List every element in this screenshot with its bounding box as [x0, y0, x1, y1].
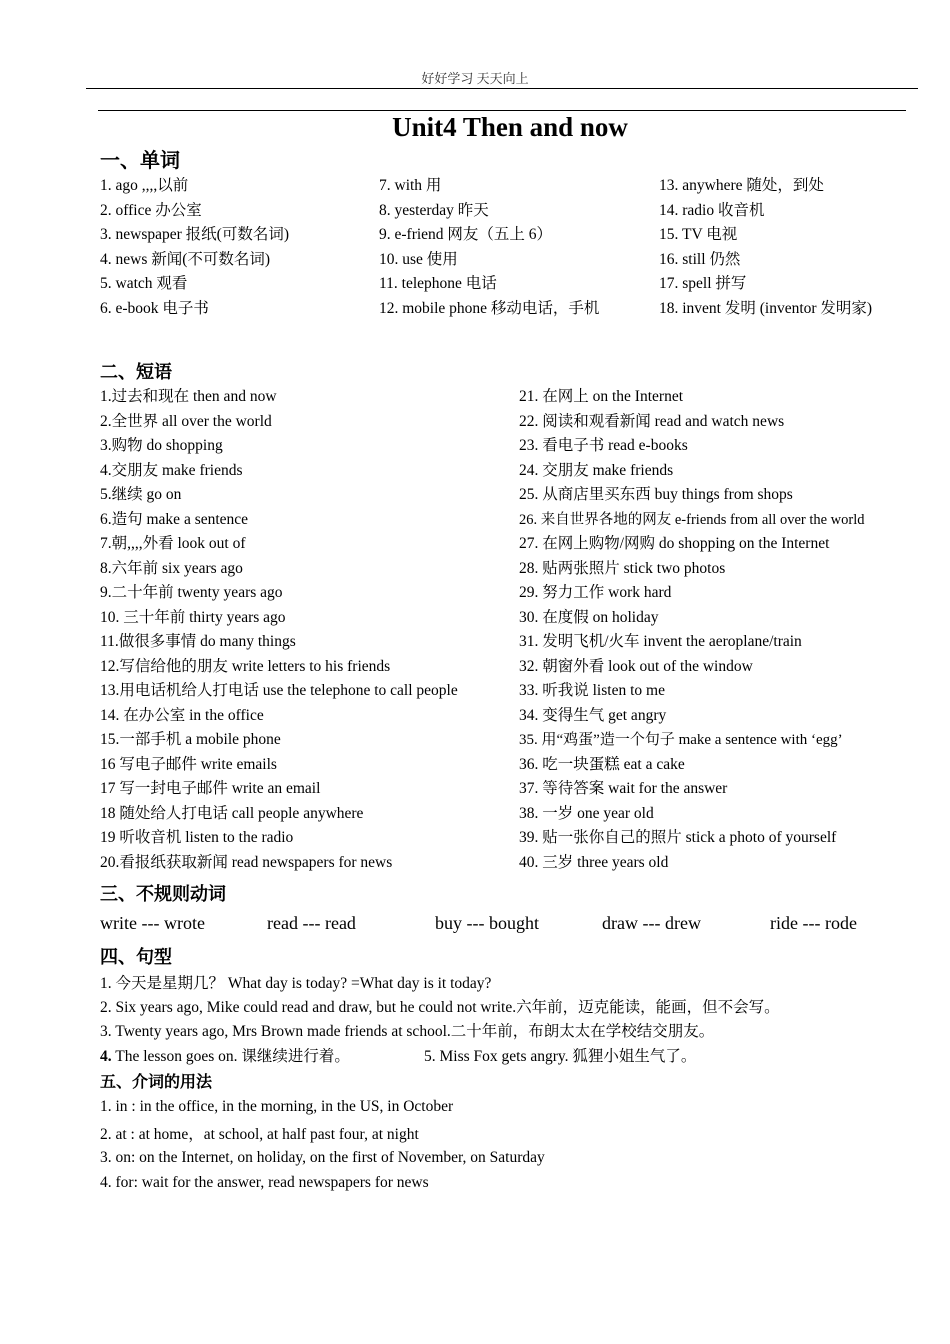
- phrase-item: 12.写信给他的朋友 write letters to his friends: [100, 657, 391, 675]
- section-prepositions-heading: 五、介词的用法: [100, 1072, 213, 1091]
- title-rule: [98, 110, 906, 111]
- sentence-3: 3. Twenty years ago, Mrs Brown made friends at school.二十年前，布朗太太在学校结交朋友。: [100, 1023, 715, 1040]
- phrase-item: 1.过去和现在 then and now: [100, 388, 277, 405]
- phrase-item: 17 写一封电子邮件 write an email: [100, 780, 321, 797]
- word-item: 17. spell 拼写: [659, 275, 747, 292]
- phrase-item: 23. 看电子书 read e-books: [519, 437, 688, 454]
- phrase-item: 9.二十年前 twenty years ago: [100, 584, 283, 601]
- verb-pair: read --- read: [267, 913, 356, 933]
- phrase-item: 31. 发明飞机/火车 invent the aeroplane/train: [519, 633, 802, 650]
- word-item: 16. still 仍然: [659, 250, 741, 268]
- preposition-item: 1. in : in the office, in the morning, in the US, in October: [100, 1098, 454, 1115]
- word-item: 2. office 办公室: [100, 201, 202, 219]
- section-sentences-heading: 四、句型: [100, 947, 172, 968]
- phrase-item: 34. 变得生气 get angry: [519, 706, 667, 724]
- phrase-item: 36. 吃一块蛋糕 eat a cake: [519, 755, 685, 773]
- sentence-4: [100, 1044, 350, 1066]
- phrase-item: 14. 在办公室 in the office: [100, 706, 264, 724]
- phrase-item: 20.看报纸获取新闻 read newspapers for news: [100, 853, 393, 871]
- phrase-item: 4.交朋友 make friends: [100, 461, 243, 479]
- words-column-1: [100, 174, 289, 321]
- phrase-item: 21. 在网上 on the Internet: [519, 388, 684, 405]
- verb-pair: ride --- rode: [770, 913, 857, 933]
- phrase-item: 3.购物 do shopping: [100, 437, 223, 454]
- words-column-3: [659, 174, 872, 321]
- word-item: 8. yesterday 昨天: [379, 201, 489, 219]
- phrase-item: 35. 用“鸡蛋”造一个句子 make a sentence with ‘egg’: [519, 732, 843, 748]
- sentence-1: 1. 今天是星期几？ What day is today? =What day is it today?: [100, 975, 492, 992]
- phrase-item: 7.朝,,,,外看 look out of: [100, 535, 246, 552]
- phrase-item: 24. 交朋友 make friends: [519, 461, 674, 479]
- page-header: 好好学习 天天向上: [421, 71, 529, 86]
- phrase-item: 26. 来自世界各地的网友 e-friends from all over the world: [519, 511, 865, 528]
- phrase-item: 37. 等待答案 wait for the answer: [519, 780, 728, 797]
- phrase-item: 22. 阅读和观看新闻 read and watch news: [519, 412, 785, 430]
- phrase-item: 6.造句 make a sentence: [100, 510, 249, 528]
- sentence-5: 5. Miss Fox gets angry. 狐狸小姐生气了。: [424, 1048, 697, 1065]
- verb-pair: draw --- drew: [602, 913, 701, 933]
- phrase-item: 29. 努力工作 work hard: [519, 584, 672, 601]
- sentence-4-number: 4.: [100, 1048, 112, 1065]
- phrase-item: 16 写电子邮件 write emails: [100, 755, 277, 773]
- sentence-4-text: The lesson goes on. 课继续进行着。: [111, 1048, 350, 1065]
- phrase-item: 32. 朝窗外看 look out of the window: [519, 657, 753, 675]
- phrase-item: 40. 三岁 three years old: [519, 853, 669, 871]
- phrase-item: 18 随处给人打电话 call people anywhere: [100, 804, 364, 822]
- phrase-item: 5.继续 go on: [100, 486, 182, 503]
- phrase-item: 2.全世界 all over the world: [100, 412, 272, 430]
- word-item: 15. TV 电视: [659, 226, 738, 243]
- section-phrases-heading: 二、短语: [100, 362, 172, 383]
- word-item: 3. newspaper 报纸(可数名词): [100, 226, 289, 243]
- word-item: 7. with 用: [379, 177, 442, 194]
- sentence-2: 2. Six years ago, Mike could read and draw, but he could not write.六年前，迈克能读，能画，但不会写。: [100, 999, 780, 1016]
- preposition-item: 3. on: on the Internet, on holiday, on the first of November, on Saturday: [100, 1149, 545, 1166]
- phrase-item: 15.一部手机 a mobile phone: [100, 731, 281, 748]
- word-item: 18. invent 发明 (inventor 发明家): [659, 299, 873, 317]
- preposition-item: 2. at : at home，at school, at half past four, at night: [100, 1126, 419, 1143]
- word-item: 14. radio 收音机: [659, 201, 765, 219]
- phrase-item: 33. 听我说 listen to me: [519, 682, 665, 699]
- document-title: Unit4 Then and now: [392, 112, 628, 142]
- word-item: 10. use 使用: [379, 250, 458, 268]
- phrase-item: 11.做很多事情 do many things: [100, 633, 296, 650]
- words-column-2: [379, 174, 599, 321]
- word-item: 11. telephone 电话: [379, 275, 497, 292]
- phrase-item: 27. 在网上购物/网购 do shopping on the Internet: [519, 535, 830, 552]
- section-verbs-heading: 三、不规则动词: [100, 884, 226, 905]
- phrase-item: 25. 从商店里买东西 buy things from shops: [519, 486, 793, 503]
- verb-pair: buy --- bought: [435, 913, 539, 933]
- word-item: 6. e-book 电子书: [100, 299, 209, 317]
- phrase-item: 19 听收音机 listen to the radio: [100, 829, 294, 846]
- word-item: 4. news 新闻(不可数名词): [100, 250, 271, 268]
- phrase-item: 28. 贴两张照片 stick two photos: [519, 559, 726, 577]
- phrases-column-1: [100, 385, 458, 875]
- preposition-item: 4. for: wait for the answer, read newspapers for news: [100, 1174, 429, 1191]
- phrase-item: 30. 在度假 on holiday: [519, 608, 659, 626]
- phrase-item: 8.六年前 six years ago: [100, 559, 243, 577]
- phrase-item: 38. 一岁 one year old: [519, 804, 654, 822]
- verb-pair: write --- wrote: [100, 913, 205, 933]
- word-item: 1. ago ,,,,以前: [100, 177, 189, 194]
- phrase-item: 10. 三十年前 thirty years ago: [100, 608, 286, 626]
- header-rule: [86, 88, 918, 89]
- word-item: 5. watch 观看: [100, 275, 188, 292]
- phrases-column-2: [519, 385, 865, 875]
- phrase-item: 39. 贴一张你自己的照片 stick a photo of yourself: [519, 829, 837, 846]
- phrase-item: 13.用电话机给人打电话 use the telephone to call people: [100, 682, 458, 699]
- word-item: 13. anywhere 随处，到处: [659, 177, 824, 194]
- section-words-heading: 一、单词: [100, 148, 180, 172]
- word-item: 12. mobile phone 移动电话，手机: [379, 299, 600, 317]
- word-item: 9. e-friend 网友（五上 6）: [379, 226, 553, 243]
